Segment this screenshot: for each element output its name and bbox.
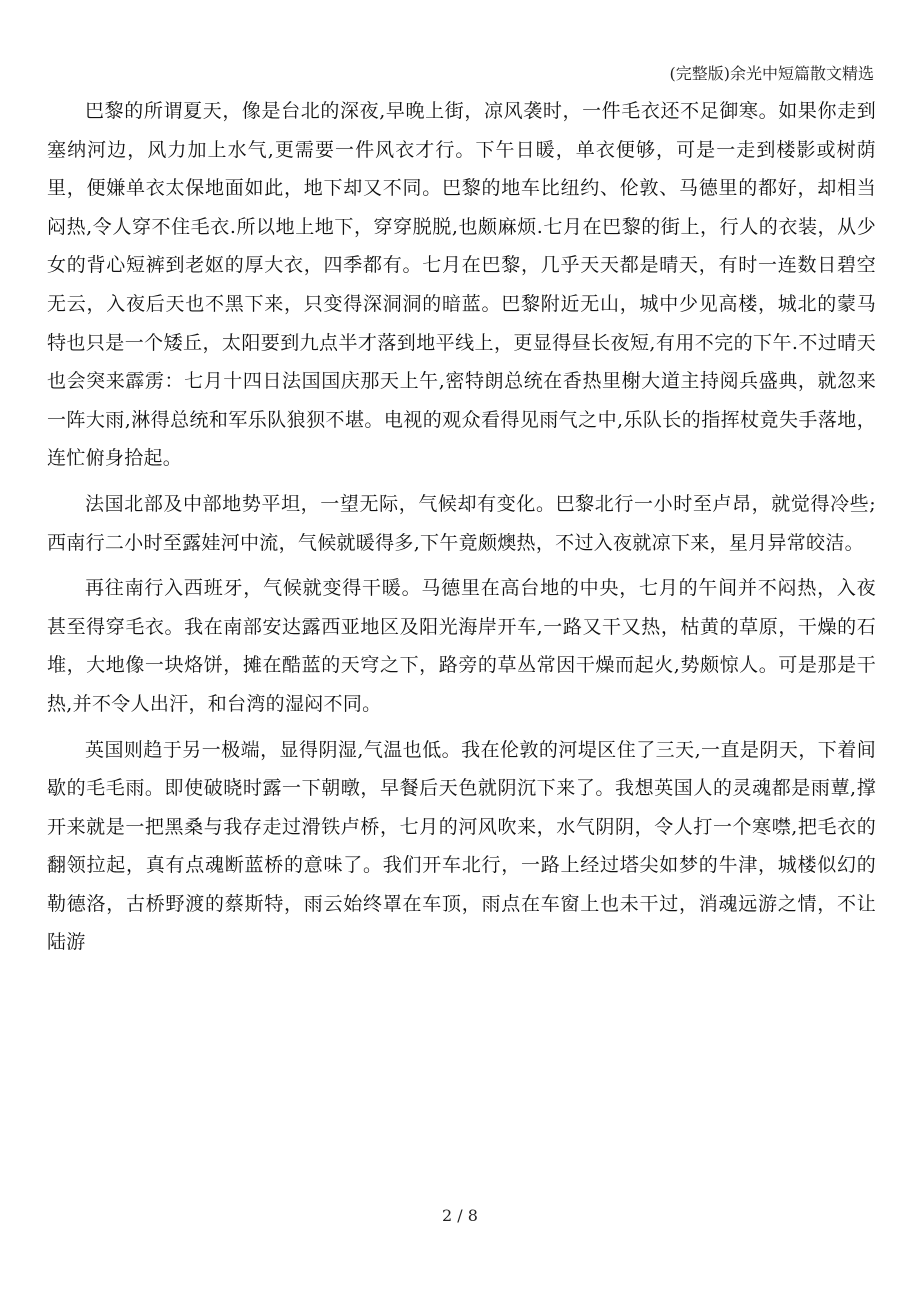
page-header-title: (完整版)余光中短篇散文精选 [669,64,874,83]
paragraph-spain: 再往南行入西班牙，气候就变得干暖。马德里在高台地的中央，七月的午间并不闷热，入夜甚至得穿毛衣。我在南部安达露西亚地区及阳光海岸开车,一路又干又热，枯黄的草原，干燥的石堆，大地像一块烙饼，摊在酷蓝的天穹之下，路旁的草丛常因干燥而起火,势颇惊人。可是那是干热,并不令人出汗，和台湾的湿闷不同。 [47,577,876,715]
paragraph-england: 英国则趋于另一极端，显得阴湿,气温也低。我在伦敦的河堤区住了三天,一直是阴天，下着间歇的毛毛雨。即使破晓时露一下朝暾，早餐后天色就阴沉下来了。我想英国人的灵魂都是雨蕈,撑开来就是一把黑桑与我存走过滑铁卢桥，七月的河风吹来，水气阴阴，令人打一个寒噤,把毛衣的翻领拉起，真有点魂断蓝桥的意味了。我们开车北行，一路上经过塔尖如梦的牛津，城楼似幻的勒德洛，古桥野渡的蔡斯特，雨云始终罩在车顶，雨点在车窗上也未干过，消魂远游之情，不让陆游 [47,738,876,954]
paragraph-northern-france: 法国北部及中部地势平坦，一望无际，气候却有变化。巴黎北行一小时至卢昂，就觉得冷些;西南行二小时至露娃河中流，气候就暖得多,下午竟颇燠热，不过入夜就凉下来，星月异常皎洁。 [47,492,876,554]
paragraph-paris-summer: 巴黎的所谓夏天，像是台北的深夜,早晚上街，凉风袭时，一件毛衣还不足御寒。如果你走到塞纳河边，风力加上水气,更需要一件风衣才行。下午日暖，单衣便够，可是一走到楼影或树荫里，便嫌单衣太保地面如此，地下却又不同。巴黎的地车比纽约、伦敦、马德里的都好，却相当闷热,令人穿不住毛衣.所以地上地下，穿穿脱脱,也颇麻烦.七月在巴黎的街上，行人的衣装，从少女的背心短裤到老妪的厚大衣，四季都有。七月在巴黎，几乎天天都是晴天，有时一连数日碧空无云，入夜后天也不黑下来，只变得深洞洞的暗蓝。巴黎附近无山，城中少见高楼，城北的蒙马特也只是一个矮丘，太阳要到九点半才落到地平线上，更显得昼长夜短,有用不完的下午.不过晴天也会突来霹雳：七月十四日法国国庆那天上午,密特朗总统在香热里榭大道主持阅兵盛典，就忽来一阵大雨,淋得总统和军乐队狼狈不堪。电视的观众看得见雨气之中,乐队长的指挥杖竟失手落地，连忙俯身拾起。 [47,100,876,470]
page-number: 2 / 8 [442,1206,478,1225]
article-body [47,92,876,962]
